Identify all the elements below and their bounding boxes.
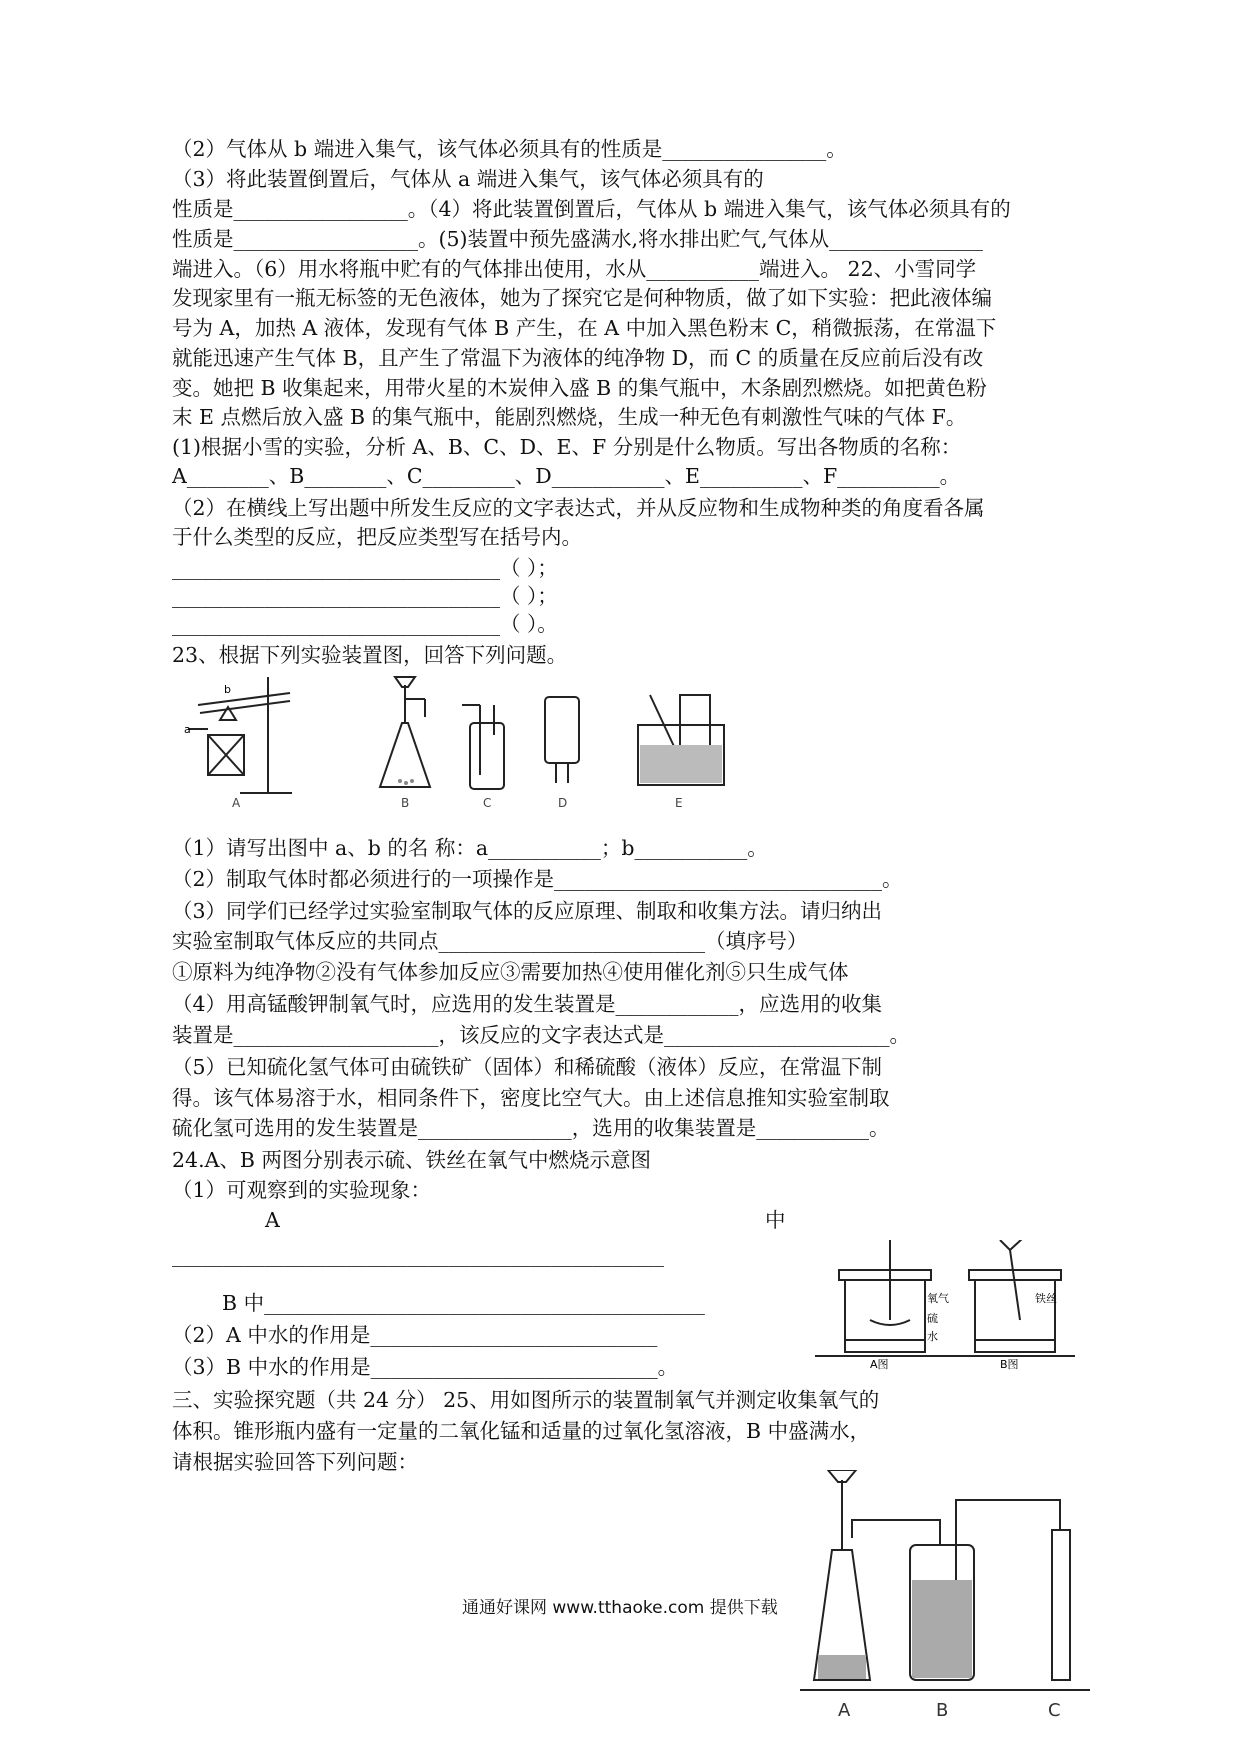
text-line: 请根据实验回答下列问题： xyxy=(172,1450,418,1474)
caption-B: B图 xyxy=(1000,1358,1019,1370)
text-line: 硫化氢可选用的发生装置是_______________，选用的收集装置是___________。 xyxy=(172,1116,890,1140)
text-line: 三、实验探究题（共 24 分） 25、用如图所示的装置制氧气并测定收集氧气的 xyxy=(172,1388,880,1412)
label-B: B xyxy=(401,796,410,810)
text-line: 号为 A，加热 A 液体，发现有气体 B 产生，在 A 中加入黑色粉末 C，稍微振荡，在常温下 xyxy=(172,316,997,340)
label-iron: 铁丝 xyxy=(1035,1292,1057,1305)
text-line: 中 xyxy=(765,1208,786,1232)
text-line: （2）制取气体时都必须进行的一项操作是________________________________。 xyxy=(172,867,903,891)
text-line: A________、B________、C_________、D___________、E__________、F__________。 xyxy=(172,464,961,488)
label-E: E xyxy=(675,796,683,810)
footer: 通通好课网 www.tthaoke.com 提供下载 xyxy=(462,1598,778,1618)
text-line: （2）A 中水的作用是____________________________ xyxy=(172,1323,658,1347)
text-line: （3）同学们已经学过实验室制取气体的反应原理、制取和收集方法。请归纳出 xyxy=(172,899,883,923)
label-oxygen: 氧气 xyxy=(927,1292,949,1305)
text-line: A xyxy=(265,1208,280,1232)
apparatus-figure-24 xyxy=(815,1240,1075,1370)
text-line: 发现家里有一瓶无标签的无色液体，她为了探究它是何种物质，做了如下实验：把此液体编 xyxy=(172,286,992,310)
text-line: 就能迅速产生气体 B，且产生了常温下为液体的纯净物 D，而 C 的质量在反应前后没有改 xyxy=(172,346,984,370)
text-line: （4）用高锰酸钾制氧气时，应选用的发生装置是____________，应选用的收集 xyxy=(172,992,883,1016)
label-a: a xyxy=(184,723,191,736)
label-sulfur: 硫 xyxy=(927,1312,938,1325)
text-line: 端进入。（6）用水将瓶中贮有的气体排出使用，水从___________端进入。 22、小雪同学 xyxy=(172,257,977,281)
text-line: （2）在横线上写出题中所发生反应的文字表达式，并从反应物和生成物种类的角度看各属 xyxy=(172,496,985,520)
text-line: ________________________________（ ）； xyxy=(172,584,558,608)
text-line: 24.A、B 两图分别表示硫、铁丝在氧气中燃烧示意图 xyxy=(172,1148,651,1172)
text-line: 性质是__________________。(5)装置中预先盛满水,将水排出贮气,气体从_______________ xyxy=(172,227,983,251)
apparatus-figure-23 xyxy=(180,665,740,815)
text-line: 变。她把 B 收集起来，用带火星的木炭伸入盛 B 的集气瓶中，木条剧烈燃烧。如把黄色粉 xyxy=(172,376,987,400)
text-line: 性质是_________________。（4）将此装置倒置后，气体从 b 端进入集气，该气体必须具有的 xyxy=(172,197,1011,221)
text-line: (1)根据小雪的实验，分析 A、B、C、D、E、F 分别是什么物质。写出各物质的名称： xyxy=(172,435,962,459)
text-line: 实验室制取气体反应的共同点__________________________（填序号） xyxy=(172,929,808,953)
label-b: b xyxy=(224,683,231,696)
text-line: （1）可观察到的实验现象： xyxy=(172,1178,432,1202)
text-line: ________________________________（ ）； xyxy=(172,556,558,580)
text-line: 23、根据下列实验装置图，回答下列问题。 xyxy=(172,643,568,667)
text-line: ①原料为纯净物②没有气体参加反应③需要加热④使用催化剂⑤只生成气体 xyxy=(172,960,849,984)
apparatus-figure-25 xyxy=(800,1470,1090,1738)
text-line: （2）气体从 b 端进入集气，该气体必须具有的性质是________________。 xyxy=(172,137,847,161)
label-A: A xyxy=(232,796,241,810)
text-line: （3）B 中水的作用是____________________________。 xyxy=(172,1355,679,1379)
label-C: C xyxy=(483,796,492,810)
text-line: B 中___________________________________________ xyxy=(222,1291,705,1315)
text-line: ________________________________________________ xyxy=(172,1243,664,1267)
text-line: 装置是____________________，该反应的文字表达式是______________________。 xyxy=(172,1023,910,1047)
label-B: B xyxy=(936,1700,949,1721)
text-line: （3）将此装置倒置后，气体从 a 端进入集气，该气体必须具有的 xyxy=(172,167,764,191)
text-line: 末 E 点燃后放入盛 B 的集气瓶中，能剧烈燃烧，生成一种无色有刺激性气味的气体 F。 xyxy=(172,405,967,429)
label-A: A xyxy=(838,1700,851,1721)
text-line: （5）已知硫化氢气体可由硫铁矿（固体）和稀硫酸（液体）反应，在常温下制 xyxy=(172,1055,883,1079)
label-water: 水 xyxy=(927,1330,938,1343)
text-line: 体积。锥形瓶内盛有一定量的二氧化锰和适量的过氧化氢溶液，B 中盛满水， xyxy=(172,1419,871,1443)
text-line: （1）请写出图中 a、b 的名 称：a___________；b___________。 xyxy=(172,836,768,860)
label-D: D xyxy=(558,796,568,810)
text-line: 得。该气体易溶于水，相同条件下，密度比空气大。由上述信息推知实验室制取 xyxy=(172,1086,890,1110)
text-line: 于什么类型的反应，把反应类型写在括号内。 xyxy=(172,525,582,549)
text-line: ________________________________（ ）。 xyxy=(172,612,558,636)
caption-A: A图 xyxy=(870,1358,889,1370)
label-C: C xyxy=(1048,1700,1061,1721)
